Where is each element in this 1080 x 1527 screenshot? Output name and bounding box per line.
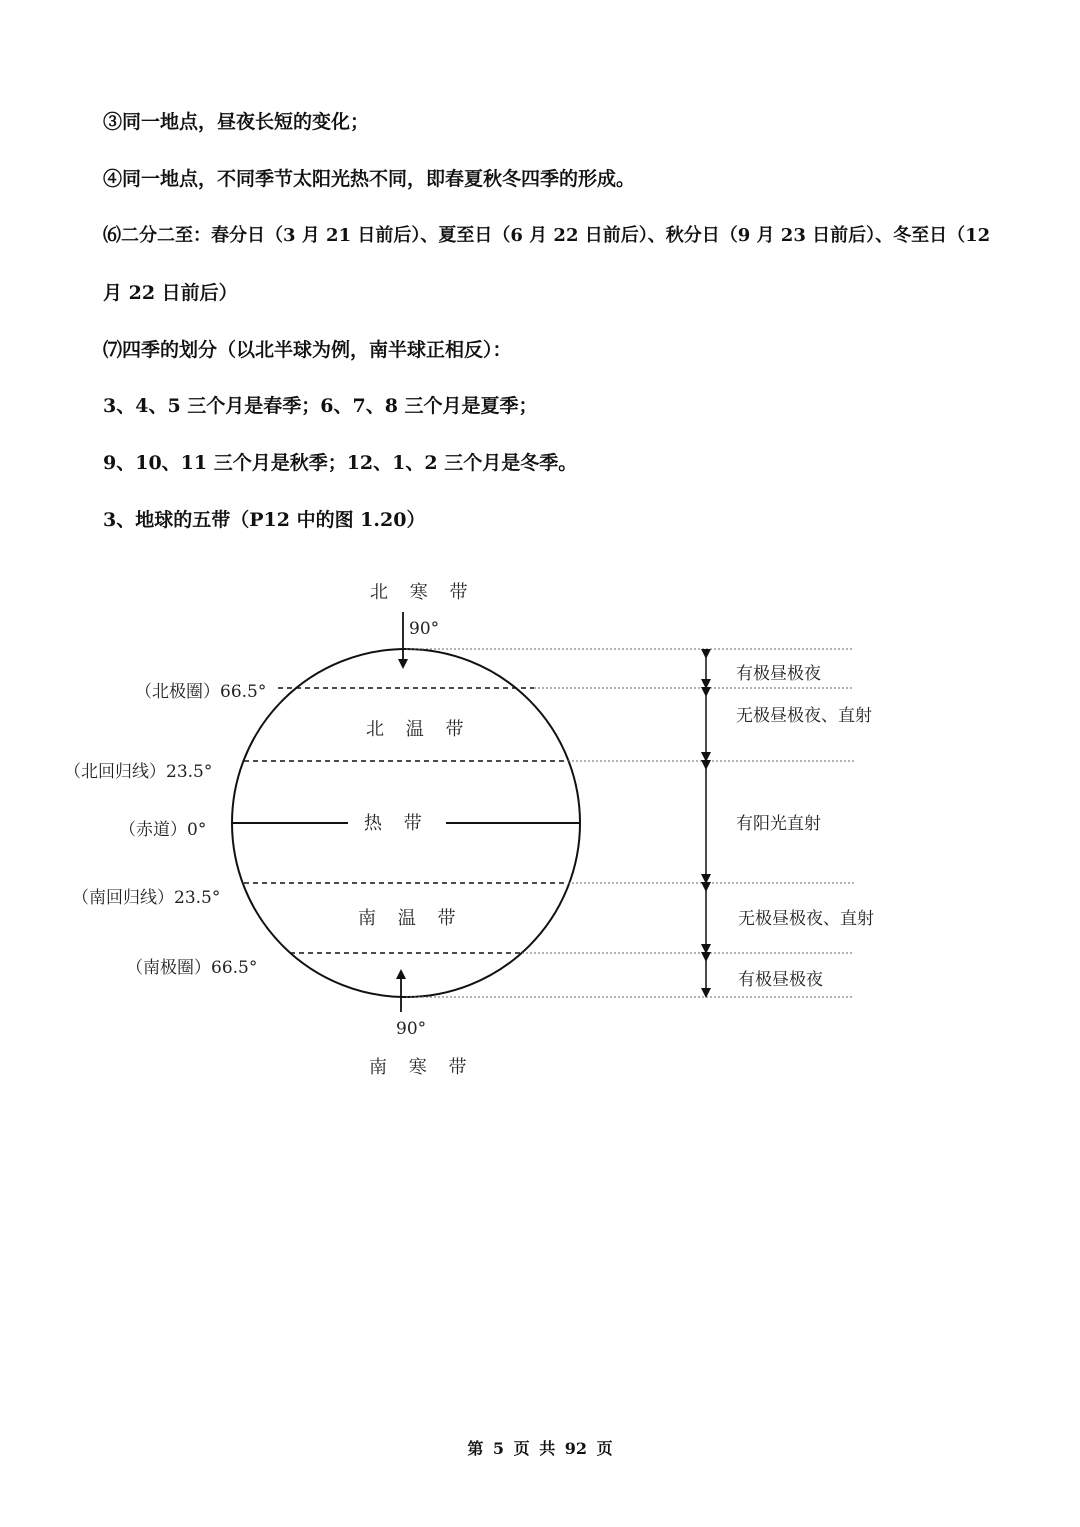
south-temperate-label: 南 温 带 <box>358 908 464 929</box>
tropic-cancer-label: （北回归线）23.5° <box>64 762 213 782</box>
right-label-temperate-south: 无极昼极夜、直射 <box>738 909 874 929</box>
right-label-polar-north: 有极昼极夜 <box>736 664 821 684</box>
arctic-circle-label: （北极圈）66.5° <box>135 682 267 702</box>
paragraph-2: ④同一地点，不同季节太阳光热不同，即春夏秋冬四季的形成。 <box>103 168 636 190</box>
five-zones-diagram <box>0 560 1080 1100</box>
tropic-capricorn-label: （南回归线）23.5° <box>72 888 221 908</box>
equator-label: （赤道）0° <box>119 820 207 840</box>
antarctic-circle-label: （南极圈）66.5° <box>126 958 258 978</box>
paragraph-7: 9、10、11 三个月是秋季；12、1、2 三个月是冬季。 <box>103 452 578 474</box>
south-frigid-label: 南 寒 带 <box>369 1057 475 1078</box>
tropical-label: 热 带 <box>364 813 430 834</box>
paragraph-3: ⑹二分二至：春分日（3 月 21 日前后）、夏至日（6 月 22 日前后）、秋分日（9 月 23 日前后）、冬至日（12 <box>103 225 991 246</box>
north-frigid-label: 北 寒 带 <box>370 582 476 603</box>
right-label-tropical: 有阳光直射 <box>736 814 821 834</box>
right-label-temperate-north: 无极昼极夜、直射 <box>736 706 872 726</box>
paragraph-1: ③同一地点，昼夜长短的变化； <box>103 111 370 133</box>
paragraph-4: 月 22 日前后） <box>103 282 238 304</box>
north-90-label: 90° <box>409 619 440 639</box>
south-90-label: 90° <box>396 1019 427 1039</box>
section-heading: 3、地球的五带（P12 中的图 1.20） <box>103 509 426 531</box>
paragraph-5: ⑺四季的划分（以北半球为例，南半球正相反）： <box>103 339 512 361</box>
north-temperate-label: 北 温 带 <box>366 719 472 740</box>
page-footer: 第 5 页 共 92 页 <box>467 1439 613 1458</box>
right-label-polar-south: 有极昼极夜 <box>738 970 823 990</box>
paragraph-6: 3、4、5 三个月是春季；6、7、8 三个月是夏季； <box>103 395 538 417</box>
